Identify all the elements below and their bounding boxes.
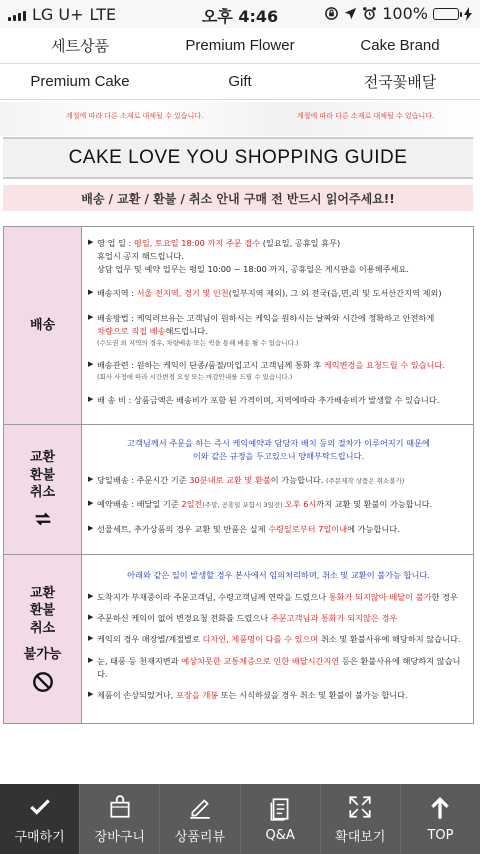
alarm-icon bbox=[362, 6, 377, 21]
cart-icon bbox=[107, 794, 133, 820]
nav-gift[interactable]: Gift bbox=[228, 73, 252, 90]
nav-nationwide-flower[interactable]: 전국꽃배달 bbox=[363, 74, 437, 91]
exchange-label-3: 취소 bbox=[29, 485, 56, 501]
np-absent: ▶ 도착지가 부재중이라 주문고객님, 수령고객님께 연락을 드렸으나 통화가 되지않아 배달이 불가한 경우 bbox=[88, 591, 469, 604]
delivery-related-note: (회사 사정에 따라 시간변경 요청 또는 마감안내를 드릴 수 있습니다.) bbox=[97, 373, 293, 382]
not-possible-label bbox=[4, 555, 82, 723]
exchange-intro-2: 이와 같은 규정을 두고있으니 양해부탁드립니다. bbox=[192, 451, 365, 462]
delivery-related: ▶ 배송관련 : 원하는 케익이 단종/품절/미입고시 고객님께 통화 후 케익변경을 요청드릴 수 있습니다. bbox=[88, 359, 469, 372]
zoom-button[interactable] bbox=[321, 784, 401, 854]
reserved-delivery: ▶ 예약배송 : 배달일 기준 2일전(주말, 공휴일 포함시 3일전) 오후 6시까지 교환 및 환불이 가능합니다. bbox=[88, 498, 469, 511]
guide-subtitle: 배송 / 교환 / 환불 / 취소 안내 구매 전 반드시 읽어주세요!! bbox=[3, 185, 473, 211]
arrow-up-icon bbox=[427, 796, 453, 822]
top-button[interactable] bbox=[401, 784, 480, 854]
cart-button[interactable] bbox=[80, 784, 160, 854]
status-bar bbox=[0, 0, 480, 28]
season-note-right: 계절에 따라 다른 소재로 대체될 수 있습니다. bbox=[297, 112, 435, 120]
battery-icon bbox=[433, 8, 459, 20]
buy-label: 구매하기 bbox=[14, 829, 65, 845]
check-icon bbox=[27, 794, 53, 820]
bottom-action-bar bbox=[0, 784, 480, 854]
no-entry-icon bbox=[32, 671, 54, 693]
guide-title: CAKE LOVE YOU SHOPPING GUIDE bbox=[3, 137, 473, 179]
delivery-method-note: (수도권 외 지역의 경우, 차량배송 또는 퀵을 통해 배송 될 수 있습니다.) bbox=[97, 338, 299, 347]
exchange-icon bbox=[32, 508, 54, 530]
np-opened: ▶ 제품이 손상되었거나, 포장을 개봉 또는 시식하셨을 경우 취소 및 환불이 불가능 합니다. bbox=[88, 689, 469, 702]
battery-percent: 100% bbox=[382, 4, 428, 23]
charging-icon bbox=[464, 7, 472, 21]
delivery-label: 배송 bbox=[4, 227, 82, 424]
qa-label: Q&A bbox=[265, 827, 295, 843]
lock-rotation-icon bbox=[324, 6, 339, 21]
exchange-intro-1: 고객님께서 주문을 하는 즉시 케익예약과 담당자 배치 등의 절차가 이루어지기 때문에 bbox=[127, 438, 430, 448]
nav-set-products[interactable]: 세트상품 bbox=[51, 38, 109, 55]
delivery-fee: ▶ 배 송 비 : 상품금액은 배송비가 포함 된 가격이며, 지역에따라 추가배송비가 발생할 수 있습니다. bbox=[88, 394, 469, 407]
top-label: TOP bbox=[427, 827, 454, 843]
qa-button[interactable] bbox=[241, 784, 321, 854]
np-weather-delay: ▶ 눈, 태풍 등 천재지변과 예상치못한 교통체증으로 인한 배달시간지연 등은 환불사유에 해당하지 않습니다. bbox=[88, 655, 469, 681]
delivery-content bbox=[82, 227, 473, 424]
np-label-4: 불가능 bbox=[23, 646, 62, 662]
network-label: LTE bbox=[89, 5, 117, 24]
shopping-guide-table bbox=[3, 226, 474, 724]
zoom-label: 확대보기 bbox=[335, 829, 386, 845]
exchange-row bbox=[4, 425, 473, 555]
carrier-label: LG U+ bbox=[32, 5, 84, 24]
exchange-content bbox=[82, 425, 473, 554]
np-label-3: 취소 bbox=[29, 621, 56, 636]
category-row-2 bbox=[0, 64, 480, 100]
category-row-1 bbox=[0, 28, 480, 64]
review-label: 상품리뷰 bbox=[174, 829, 226, 845]
nav-premium-flower[interactable]: Premium Flower bbox=[185, 37, 295, 54]
pen-icon bbox=[187, 794, 213, 820]
status-right bbox=[324, 4, 472, 23]
np-design-diff: ▶ 케익의 경우 매장별/계절별로 디자인, 제품명이 다를 수 있으며 취소 및 환불사유에 해당하지 않습니다. bbox=[88, 633, 469, 646]
cart-label: 장바구니 bbox=[94, 829, 145, 845]
gift-set-policy: ▶ 선물세트, 추가상품의 경우 교환 및 반품은 실제 수령일로부터 7일이내에 가능합니다. bbox=[88, 523, 469, 536]
exchange-label-1: 교환 bbox=[29, 450, 56, 466]
location-icon bbox=[344, 7, 357, 20]
business-hours: ▶ 영 업 일 : 평일, 토요일 18:00 까지 주문 접수 (일요일, 공휴일 휴무) bbox=[88, 237, 469, 250]
delivery-area: ▶ 배송지역 : 서울 전지역, 경기 및 인천(일부지역 제외), 그 외 전국(읍,면,리 및 도서산간지역 제외) bbox=[88, 287, 469, 300]
nav-premium-cake[interactable]: Premium Cake bbox=[30, 73, 130, 90]
np-no-answer: ▶ 주문하신 케익이 없어 변경요청 전화를 드렸으나 주문고객님과 통화가 되지않은 경우 bbox=[88, 612, 469, 625]
season-note bbox=[0, 111, 480, 127]
not-possible-row bbox=[4, 555, 473, 723]
holiday-notice: 휴업시 공지 해드립니다. bbox=[97, 251, 184, 262]
not-possible-content bbox=[82, 555, 473, 723]
delivery-row bbox=[4, 227, 473, 425]
category-nav bbox=[0, 28, 480, 102]
status-time: 오후 4:46 bbox=[201, 7, 279, 26]
review-button[interactable] bbox=[160, 784, 240, 854]
exchange-label-2: 환불 bbox=[29, 467, 56, 483]
qa-icon bbox=[267, 796, 293, 822]
not-possible-intro: 아래와 같은 일이 발생할 경우 본사에서 임의처리하며, 취소 및 교환이 불가능 합니다. bbox=[127, 570, 430, 580]
np-label-1: 교환 bbox=[29, 585, 56, 601]
np-label-2: 환불 bbox=[29, 603, 56, 619]
consult-hours: 상담 업무 및 예약 업무는 평일 10:00 ~ 18:00 까지, 공휴일은 게시판을 이용해주세요. bbox=[97, 264, 409, 275]
nav-cake-brand[interactable]: Cake Brand bbox=[360, 37, 440, 54]
same-day-delivery: ▶ 당일배송 : 주문시간 기준 30분내로 교환 및 환불이 가능합니다. (주문제작 상품은 취소불가) bbox=[88, 474, 469, 487]
season-note-left: 계절에 따라 다른 소재로 대체될 수 있습니다. bbox=[66, 112, 204, 120]
expand-icon bbox=[347, 794, 373, 820]
exchange-label bbox=[4, 425, 82, 554]
buy-button[interactable] bbox=[0, 784, 80, 854]
delivery-method: ▶ 배송방법 : 케익러브유는 고객님이 원하시는 케익을 원하시는 날짜와 시간에 정확하고 안전하게 차량으로 직접 배송해드립니다. bbox=[88, 312, 469, 338]
